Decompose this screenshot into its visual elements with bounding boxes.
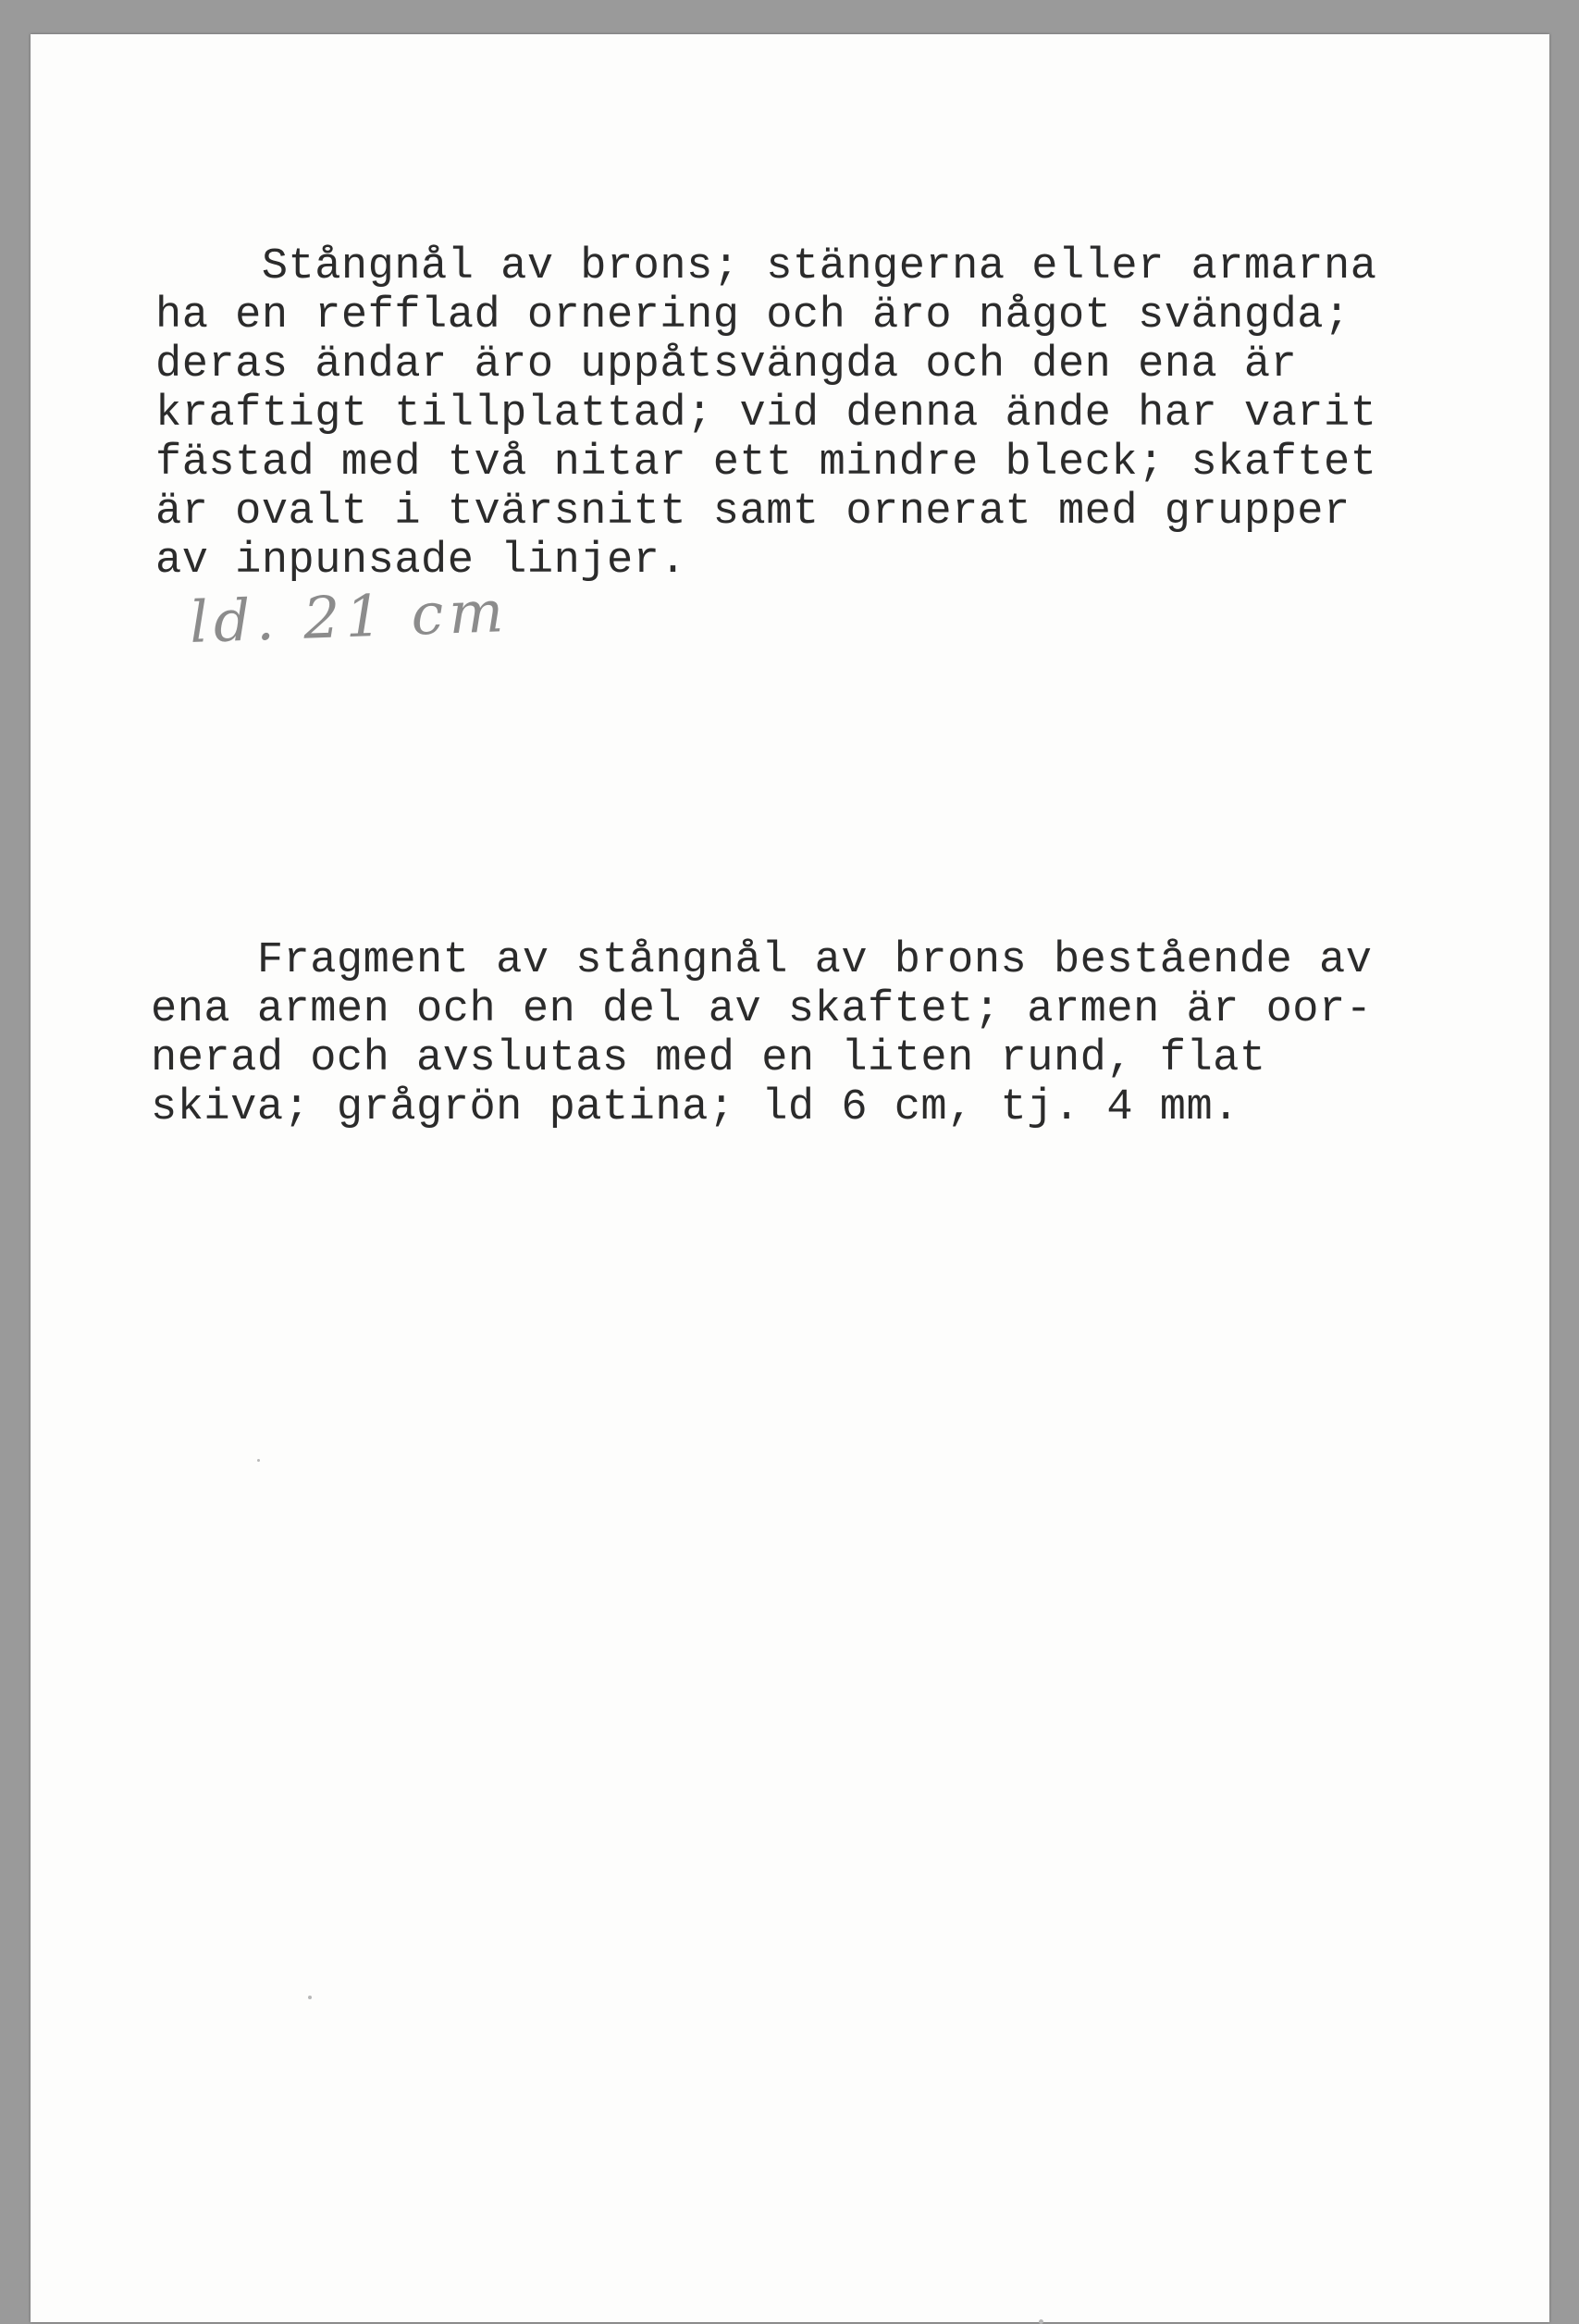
text-line: deras ändar äro uppåtsvängda och den ena är [155, 340, 1298, 389]
handwritten-measurement: ld. 21 cm [188, 577, 511, 656]
text-line: fästad med två nitar ett mindre bleck; skaftet [155, 439, 1377, 488]
text-line: ena armen och en del av skaftet; armen är oor- [151, 985, 1373, 1034]
paper-speck [257, 1459, 260, 1462]
typed-description-1 [155, 242, 1376, 586]
text-line: skiva; grågrön patina; ld 6 cm, tj. 4 mm. [151, 1083, 1240, 1132]
text-line: Stångnål av brons; stängerna eller armarna [155, 242, 1377, 291]
paper-speck [308, 1996, 312, 1999]
text-line: Fragment av stångnål av brons bestående av [151, 936, 1373, 985]
typed-description-2 [151, 936, 1372, 1132]
text-line: av inpunsade linjer. [155, 537, 687, 586]
text-line: är ovalt i tvärsnitt samt ornerat med grupper [155, 488, 1351, 537]
text-line: kraftigt tillplattad; vid denna ände har varit [155, 389, 1377, 439]
text-line: ha en refflad ornering och äro något svängda; [155, 291, 1351, 340]
text-line: nerad och avslutas med en liten rund, flat [151, 1034, 1266, 1083]
